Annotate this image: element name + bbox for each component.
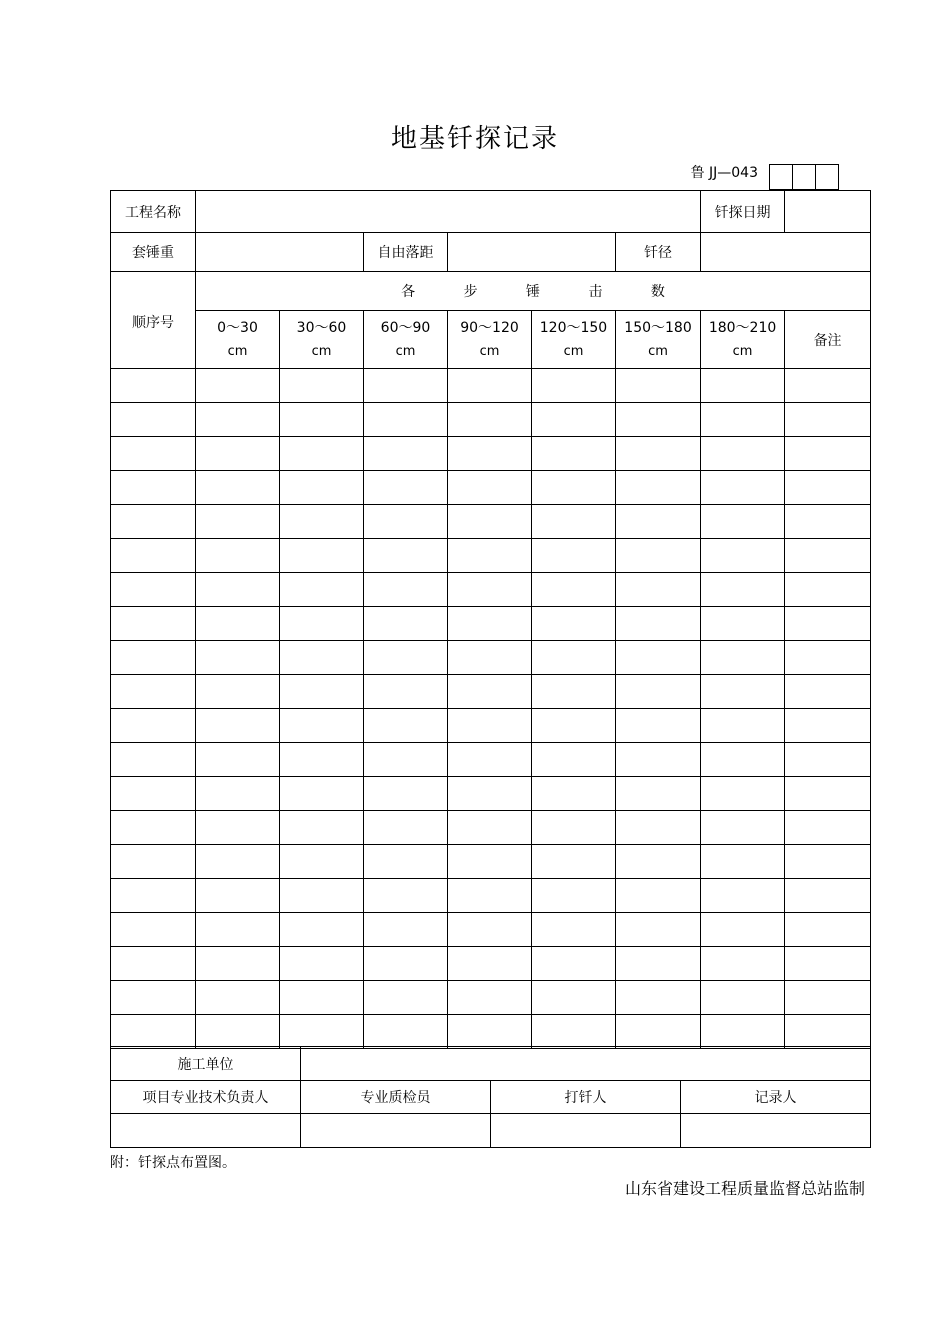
blow-count-cell[interactable] xyxy=(280,471,364,505)
seq-cell[interactable] xyxy=(111,981,196,1015)
blow-count-cell[interactable] xyxy=(448,913,532,947)
remark-cell[interactable] xyxy=(785,879,871,913)
depth-range-text: 60～90 xyxy=(380,319,431,336)
blow-count-cell[interactable] xyxy=(364,403,448,437)
page-title: 地基钎探记录 xyxy=(390,124,559,154)
signature-table xyxy=(110,1046,871,1148)
driller-label: 打钎人 xyxy=(491,1081,681,1114)
blow-count-cell[interactable] xyxy=(448,675,532,709)
depth-unit-text: cm xyxy=(479,343,500,359)
table-row xyxy=(111,777,871,811)
blow-count-cell[interactable] xyxy=(532,573,616,607)
blow-count-cell[interactable] xyxy=(532,1015,616,1049)
seq-cell[interactable] xyxy=(111,947,196,981)
blow-count-cell[interactable] xyxy=(532,505,616,539)
table-row xyxy=(111,947,871,981)
seq-cell[interactable] xyxy=(111,471,196,505)
seq-cell[interactable] xyxy=(111,437,196,471)
depth-unit-text: cm xyxy=(227,343,248,359)
blow-count-cell[interactable] xyxy=(196,811,280,845)
blow-count-cell[interactable] xyxy=(532,743,616,777)
table-row xyxy=(111,811,871,845)
blow-count-cell[interactable] xyxy=(616,641,701,675)
probe-date-label: 钎探日期 xyxy=(701,191,785,233)
blow-count-cell[interactable] xyxy=(701,777,785,811)
blow-count-cell[interactable] xyxy=(448,607,532,641)
form-number-box[interactable] xyxy=(792,165,815,189)
blow-count-cell[interactable] xyxy=(364,845,448,879)
remark-cell[interactable] xyxy=(785,505,871,539)
blow-count-cell[interactable] xyxy=(532,811,616,845)
blow-count-cell[interactable] xyxy=(701,573,785,607)
blow-count-cell[interactable] xyxy=(532,539,616,573)
blow-count-cell[interactable] xyxy=(616,709,701,743)
blow-count-cell[interactable] xyxy=(532,981,616,1015)
blow-count-cell[interactable] xyxy=(616,981,701,1015)
blow-count-cell[interactable] xyxy=(280,743,364,777)
blow-count-cell[interactable] xyxy=(280,777,364,811)
blow-count-cell[interactable] xyxy=(280,709,364,743)
remark-cell[interactable] xyxy=(785,539,871,573)
blow-count-cell[interactable] xyxy=(280,811,364,845)
recorder-label: 记录人 xyxy=(681,1081,871,1114)
blow-count-cell[interactable] xyxy=(616,505,701,539)
blow-count-cell[interactable] xyxy=(280,913,364,947)
table-row xyxy=(111,607,871,641)
blow-count-cell[interactable] xyxy=(616,1015,701,1049)
blow-count-cell[interactable] xyxy=(701,641,785,675)
blow-count-cell[interactable] xyxy=(196,539,280,573)
blow-count-cell[interactable] xyxy=(532,777,616,811)
seq-cell[interactable] xyxy=(111,879,196,913)
blow-count-cell[interactable] xyxy=(364,1015,448,1049)
blow-count-cell[interactable] xyxy=(280,879,364,913)
blow-count-cell[interactable] xyxy=(616,811,701,845)
probe-record-table xyxy=(110,190,871,1049)
blow-count-cell[interactable] xyxy=(364,471,448,505)
depth-range-text: 30～60 xyxy=(296,319,347,336)
blow-count-cell[interactable] xyxy=(701,709,785,743)
blow-count-cell[interactable] xyxy=(448,471,532,505)
table-row xyxy=(111,471,871,505)
blow-count-cell[interactable] xyxy=(196,913,280,947)
remark-cell[interactable] xyxy=(785,369,871,403)
blow-count-cell[interactable] xyxy=(196,981,280,1015)
remark-cell[interactable] xyxy=(785,981,871,1015)
blow-count-cell[interactable] xyxy=(364,607,448,641)
blow-count-cell[interactable] xyxy=(701,675,785,709)
blow-count-cell[interactable] xyxy=(280,369,364,403)
table-row xyxy=(111,981,871,1015)
table-row xyxy=(111,403,871,437)
blow-count-cell[interactable] xyxy=(280,573,364,607)
table-row xyxy=(111,641,871,675)
blow-count-cell[interactable] xyxy=(364,641,448,675)
blow-count-cell[interactable] xyxy=(616,845,701,879)
recorder-signature-field[interactable] xyxy=(681,1114,871,1148)
remark-cell[interactable] xyxy=(785,743,871,777)
table-row xyxy=(111,879,871,913)
blow-count-cell[interactable] xyxy=(364,913,448,947)
hammer-weight-label: 套锤重 xyxy=(111,233,196,272)
blow-count-cell[interactable] xyxy=(532,641,616,675)
depth-unit-text: cm xyxy=(648,343,668,359)
seq-cell[interactable] xyxy=(111,505,196,539)
blow-count-cell[interactable] xyxy=(364,947,448,981)
blow-count-cell[interactable] xyxy=(532,607,616,641)
table-row xyxy=(111,1015,871,1049)
table-row xyxy=(111,845,871,879)
blow-count-cell[interactable] xyxy=(532,675,616,709)
tech-lead-signature-field[interactable] xyxy=(111,1114,301,1148)
remark-cell[interactable] xyxy=(785,607,871,641)
blow-count-cell[interactable] xyxy=(280,607,364,641)
depth-range-header xyxy=(196,311,280,369)
blow-count-cell[interactable] xyxy=(196,403,280,437)
blow-count-cell[interactable] xyxy=(616,471,701,505)
blow-count-cell[interactable] xyxy=(280,641,364,675)
seq-header: 顺序号 xyxy=(111,272,196,369)
driller-signature-field[interactable] xyxy=(491,1114,681,1148)
seq-cell[interactable] xyxy=(111,811,196,845)
blow-count-cell[interactable] xyxy=(701,811,785,845)
depth-range-text: 150～180 xyxy=(624,319,692,336)
blow-count-cell[interactable] xyxy=(616,437,701,471)
blow-count-cell[interactable] xyxy=(196,641,280,675)
form-code: 鲁 JJ—043 xyxy=(690,165,758,181)
blow-count-cell[interactable] xyxy=(701,879,785,913)
blow-count-cell[interactable] xyxy=(532,845,616,879)
remark-cell[interactable] xyxy=(785,573,871,607)
blow-count-cell[interactable] xyxy=(364,981,448,1015)
remark-cell[interactable] xyxy=(785,403,871,437)
table-row xyxy=(111,437,871,471)
blow-count-cell[interactable] xyxy=(701,913,785,947)
depth-range-header xyxy=(616,311,701,369)
blow-count-cell[interactable] xyxy=(448,845,532,879)
blow-count-cell[interactable] xyxy=(701,403,785,437)
blow-count-cell[interactable] xyxy=(701,369,785,403)
depth-range-text: 90～120 xyxy=(460,319,519,336)
seq-cell[interactable] xyxy=(111,913,196,947)
depth-range-text: 0～30 xyxy=(217,319,258,336)
seq-cell[interactable] xyxy=(111,607,196,641)
blow-count-cell[interactable] xyxy=(448,641,532,675)
blow-count-cell[interactable] xyxy=(532,403,616,437)
blow-count-cell[interactable] xyxy=(196,369,280,403)
blow-count-cell[interactable] xyxy=(280,1015,364,1049)
depth-range-header xyxy=(364,311,448,369)
blow-count-cell[interactable] xyxy=(448,811,532,845)
blow-count-cell[interactable] xyxy=(701,437,785,471)
blow-count-cell[interactable] xyxy=(532,437,616,471)
blow-count-cell[interactable] xyxy=(448,539,532,573)
attachment-note: 附：钎探点布置图。 xyxy=(110,1155,236,1171)
blow-count-cell[interactable] xyxy=(616,879,701,913)
blow-count-cell[interactable] xyxy=(616,675,701,709)
blow-count-cell[interactable] xyxy=(196,709,280,743)
blow-count-cell[interactable] xyxy=(701,471,785,505)
blow-count-cell[interactable] xyxy=(364,573,448,607)
construction-unit-label: 施工单位 xyxy=(111,1047,301,1081)
seq-cell[interactable] xyxy=(111,709,196,743)
blow-count-cell[interactable] xyxy=(448,879,532,913)
blow-count-cell[interactable] xyxy=(196,1015,280,1049)
depth-range-text: 180～210 xyxy=(708,319,777,336)
free-fall-field[interactable] xyxy=(448,233,616,272)
blow-count-cell[interactable] xyxy=(616,607,701,641)
blow-count-cell[interactable] xyxy=(196,777,280,811)
blow-count-cell[interactable] xyxy=(364,369,448,403)
form-number-box[interactable] xyxy=(770,165,792,189)
blow-count-cell[interactable] xyxy=(448,437,532,471)
table-row xyxy=(111,675,871,709)
rod-diameter-label: 钎径 xyxy=(616,233,701,272)
blow-count-cell[interactable] xyxy=(364,539,448,573)
blow-count-cell[interactable] xyxy=(448,777,532,811)
blow-count-cell[interactable] xyxy=(448,573,532,607)
remark-cell[interactable] xyxy=(785,709,871,743)
remark-cell[interactable] xyxy=(785,1015,871,1049)
probe-date-field[interactable] xyxy=(785,191,871,233)
remark-cell[interactable] xyxy=(785,437,871,471)
blow-count-cell[interactable] xyxy=(364,879,448,913)
blow-count-cell[interactable] xyxy=(196,573,280,607)
remark-cell[interactable] xyxy=(785,675,871,709)
blows-header: 各 步 锤 击 数 xyxy=(196,272,871,311)
table-row xyxy=(111,573,871,607)
blow-count-cell[interactable] xyxy=(448,743,532,777)
blow-count-cell[interactable] xyxy=(448,709,532,743)
blow-count-cell[interactable] xyxy=(616,403,701,437)
seq-cell[interactable] xyxy=(111,369,196,403)
blow-count-cell[interactable] xyxy=(448,981,532,1015)
table-row xyxy=(111,369,871,403)
blow-count-cell[interactable] xyxy=(701,607,785,641)
depth-unit-text: cm xyxy=(563,343,584,359)
depth-unit-text: cm xyxy=(395,343,416,359)
form-number-boxes[interactable] xyxy=(769,164,839,190)
blow-count-cell[interactable] xyxy=(616,743,701,777)
remark-cell[interactable] xyxy=(785,641,871,675)
blow-count-cell[interactable] xyxy=(701,743,785,777)
blow-count-cell[interactable] xyxy=(364,437,448,471)
blow-count-cell[interactable] xyxy=(196,947,280,981)
blow-count-cell[interactable] xyxy=(616,777,701,811)
seq-cell[interactable] xyxy=(111,743,196,777)
blow-count-cell[interactable] xyxy=(280,845,364,879)
blow-count-cell[interactable] xyxy=(532,369,616,403)
blow-count-cell[interactable] xyxy=(532,947,616,981)
blow-count-cell[interactable] xyxy=(280,403,364,437)
seq-cell[interactable] xyxy=(111,675,196,709)
table-row xyxy=(111,539,871,573)
quality-inspector-signature-field[interactable] xyxy=(301,1114,491,1148)
blow-count-cell[interactable] xyxy=(196,607,280,641)
blow-count-cell[interactable] xyxy=(448,403,532,437)
blow-count-cell[interactable] xyxy=(280,981,364,1015)
blow-count-cell[interactable] xyxy=(280,505,364,539)
blow-count-cell[interactable] xyxy=(448,505,532,539)
hammer-weight-field[interactable] xyxy=(196,233,364,272)
seq-cell[interactable] xyxy=(111,845,196,879)
remark-cell[interactable] xyxy=(785,471,871,505)
table-row xyxy=(111,743,871,777)
remark-header: 备注 xyxy=(785,311,871,369)
issuer-footer: 山东省建设工程质量监督总站监制 xyxy=(624,1179,865,1198)
blow-count-cell[interactable] xyxy=(616,573,701,607)
blow-count-cell[interactable] xyxy=(616,539,701,573)
depth-range-header xyxy=(701,311,785,369)
depth-range-text: 120～150 xyxy=(539,319,608,336)
quality-inspector-label: 专业质检员 xyxy=(301,1081,491,1114)
depth-range-header xyxy=(448,311,532,369)
blow-count-cell[interactable] xyxy=(364,505,448,539)
remark-cell[interactable] xyxy=(785,811,871,845)
blow-count-cell[interactable] xyxy=(448,369,532,403)
seq-cell[interactable] xyxy=(111,1015,196,1049)
blow-count-cell[interactable] xyxy=(196,845,280,879)
blow-count-cell[interactable] xyxy=(196,437,280,471)
form-number-box[interactable] xyxy=(815,165,838,189)
free-fall-label: 自由落距 xyxy=(364,233,448,272)
blow-count-cell[interactable] xyxy=(196,879,280,913)
table-row xyxy=(111,709,871,743)
table-row xyxy=(111,913,871,947)
blow-count-cell[interactable] xyxy=(364,675,448,709)
remark-cell[interactable] xyxy=(785,947,871,981)
blow-count-cell[interactable] xyxy=(701,505,785,539)
depth-range-header xyxy=(280,311,364,369)
seq-cell[interactable] xyxy=(111,573,196,607)
table-row xyxy=(111,505,871,539)
seq-cell[interactable] xyxy=(111,539,196,573)
blow-count-cell[interactable] xyxy=(280,675,364,709)
blow-count-cell[interactable] xyxy=(196,743,280,777)
blow-count-cell[interactable] xyxy=(196,505,280,539)
tech-lead-label: 项目专业技术负责人 xyxy=(111,1081,301,1114)
blow-count-cell[interactable] xyxy=(701,1015,785,1049)
depth-range-header xyxy=(532,311,616,369)
project-name-field[interactable] xyxy=(196,191,701,233)
seq-cell[interactable] xyxy=(111,403,196,437)
seq-cell[interactable] xyxy=(111,777,196,811)
seq-cell[interactable] xyxy=(111,641,196,675)
blow-count-cell[interactable] xyxy=(364,777,448,811)
blow-count-cell[interactable] xyxy=(616,947,701,981)
blow-count-cell[interactable] xyxy=(364,709,448,743)
remark-cell[interactable] xyxy=(785,845,871,879)
remark-cell[interactable] xyxy=(785,777,871,811)
blow-count-cell[interactable] xyxy=(280,947,364,981)
blow-count-cell[interactable] xyxy=(280,539,364,573)
blow-count-cell[interactable] xyxy=(532,709,616,743)
blow-count-cell[interactable] xyxy=(616,369,701,403)
blow-count-cell[interactable] xyxy=(532,879,616,913)
blow-count-cell[interactable] xyxy=(280,437,364,471)
rod-diameter-field[interactable] xyxy=(701,233,871,272)
blow-count-cell[interactable] xyxy=(616,913,701,947)
blow-count-cell[interactable] xyxy=(448,1015,532,1049)
blow-count-cell[interactable] xyxy=(364,811,448,845)
remark-cell[interactable] xyxy=(785,913,871,947)
blow-count-cell[interactable] xyxy=(701,981,785,1015)
blow-count-cell[interactable] xyxy=(196,471,280,505)
construction-unit-field[interactable] xyxy=(301,1047,871,1081)
blow-count-cell[interactable] xyxy=(364,743,448,777)
blow-count-cell[interactable] xyxy=(701,845,785,879)
blow-count-cell[interactable] xyxy=(448,947,532,981)
blow-count-cell[interactable] xyxy=(701,947,785,981)
blow-count-cell[interactable] xyxy=(532,913,616,947)
project-name-label: 工程名称 xyxy=(111,191,196,233)
blow-count-cell[interactable] xyxy=(196,675,280,709)
blow-count-cell[interactable] xyxy=(701,539,785,573)
blow-count-cell[interactable] xyxy=(532,471,616,505)
depth-unit-text: cm xyxy=(732,343,753,359)
depth-unit-text: cm xyxy=(311,343,332,359)
